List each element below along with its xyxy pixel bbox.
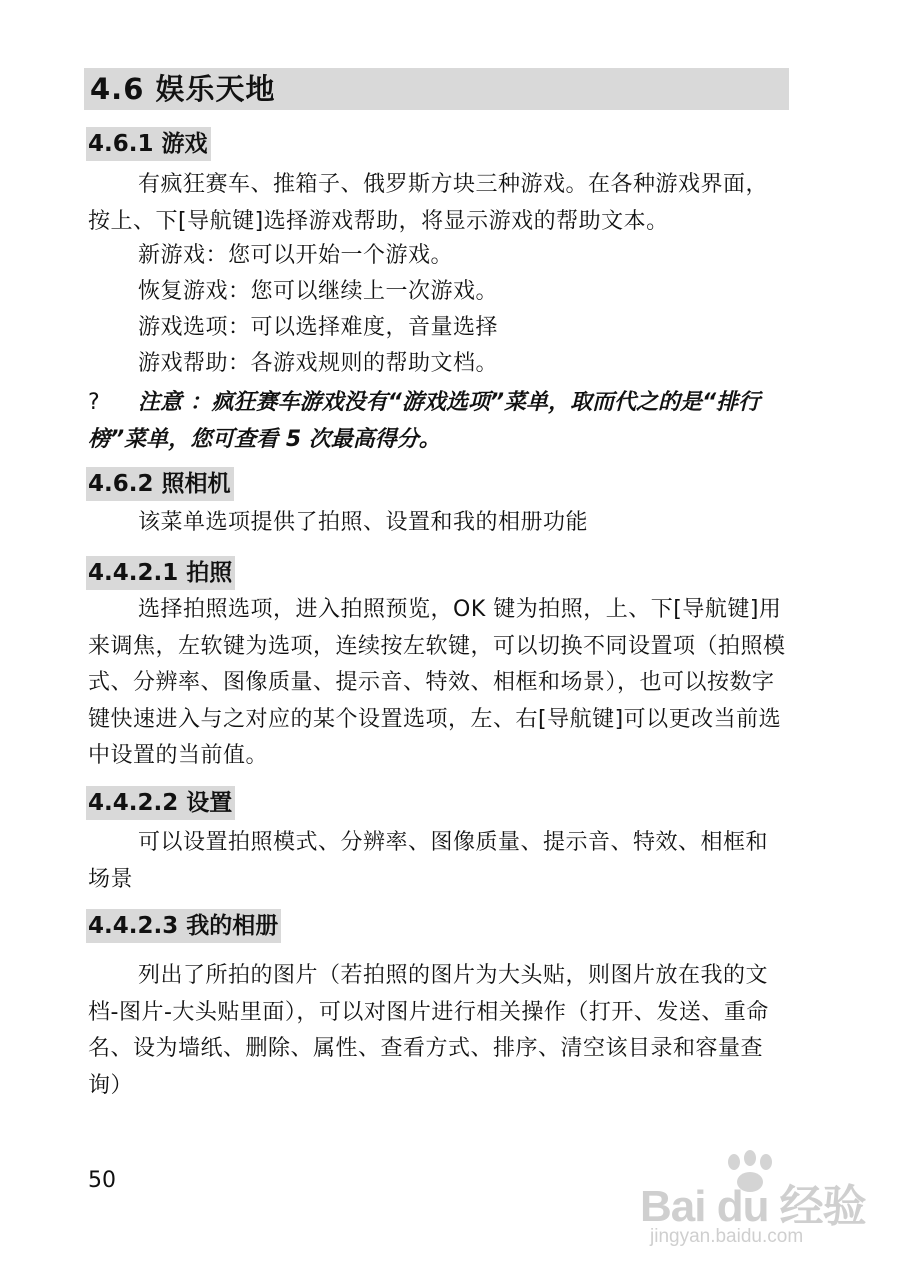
games-intro [88, 167, 788, 240]
album-text: 列出了所拍的图片（若拍照的图片为大头贴，则图片放在我的文档-图片-大头贴里面），可以对图片进行相关操作（打开、发送、重命名、设为墙纸、删除、属性、查看方式、排序、清空该目录和容量查询） [88, 963, 769, 1098]
camera-intro: 该菜单选项提供了拍照、设置和我的相册功能 [138, 510, 589, 535]
games-item-new: 新游戏：您可以开始一个游戏。 [138, 243, 454, 268]
settings-text: 可以设置拍照模式、分辨率、图像质量、提示音、特效、相框和场景 [88, 830, 769, 892]
baidu-watermark [640, 1150, 870, 1250]
games-heading: 4.6.1 游戏 [86, 127, 211, 161]
watermark-url: jingyan.baidu.com [650, 1226, 804, 1247]
photo-text: 选择拍照选项，进入拍照预览，OK 键为拍照，上、下[导航键]用来调焦，左软键为选项，连续按左软键，可以切换不同设置项（拍照模式、分辨率、图像质量、提示音、特效、相框和场景），也可以按数字键快速进入与之对应的某个设置选项，左、右[导航键]可以更改当前选中设置的当前值。 [88, 597, 786, 768]
photo-heading: 4.4.2.1 拍照 [86, 556, 235, 590]
note-text: 注意 ：疯狂赛车游戏没有“游戏选项”菜单，取而代之的是“排行榜”菜单，您可查看 5 次最高得分。 [88, 390, 761, 452]
games-item-help: 游戏帮助：各游戏规则的帮助文档。 [138, 351, 499, 376]
settings-body [88, 825, 788, 898]
note-mark: ? [88, 390, 100, 415]
album-heading: 4.4.2.3 我的相册 [86, 909, 281, 943]
page-number: 50 [88, 1168, 116, 1193]
games-intro-text: 有疯狂赛车、推箱子、俄罗斯方块三种游戏。在各种游戏界面，按上、下[导航键]选择游戏帮助，将显示游戏的帮助文本。 [88, 172, 769, 234]
settings-heading: 4.4.2.2 设置 [86, 786, 235, 820]
games-item-options: 游戏选项：可以选择难度，音量选择 [138, 315, 499, 340]
photo-body [88, 592, 788, 775]
camera-heading: 4.6.2 照相机 [86, 467, 234, 501]
games-item-resume: 恢复游戏：您可以继续上一次游戏。 [138, 279, 499, 304]
album-body [88, 958, 788, 1104]
watermark-logo: Bai du 经验 [640, 1182, 866, 1231]
section-title: 4.6 娱乐天地 [84, 68, 789, 110]
games-note [88, 384, 788, 458]
